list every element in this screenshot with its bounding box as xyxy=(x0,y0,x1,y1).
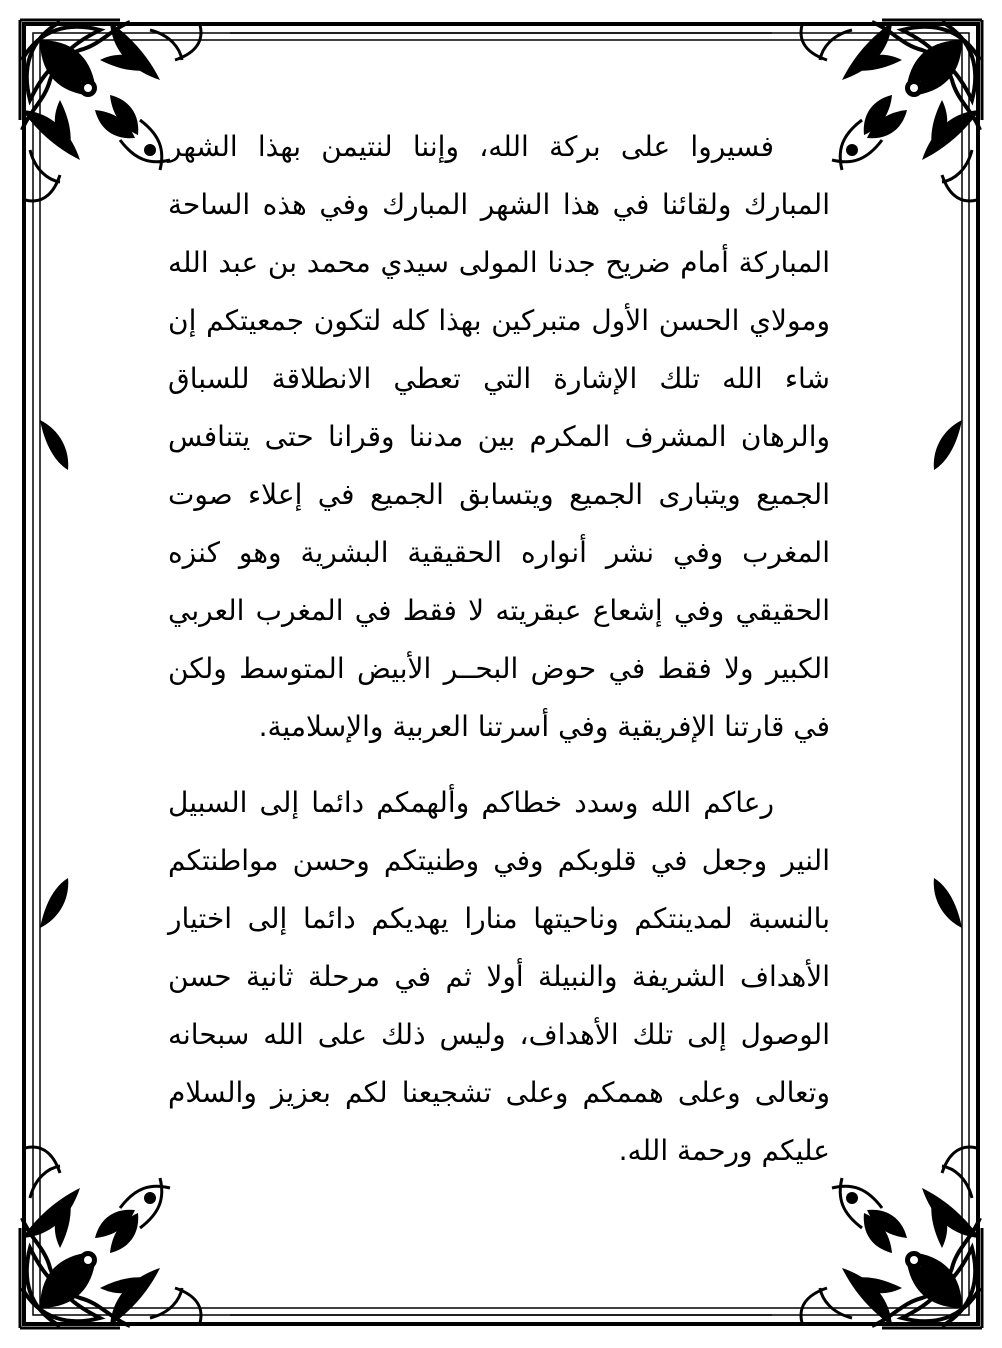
body-text xyxy=(168,118,830,1180)
paragraph-1: فسيروا على بركة الله، وإننا لنتيمن بهذا الشهر المبارك ولقائنا في هذا الشهر المبارك وفي هذه الساحة المباركة أمام ضريح جدنا المولى سيدي محمد بن عبد الله ومولاي الحسن الأول متبركين بهذا كله لتكون جمعيتكم إن شاء الله تلك الإشارة التي تعطي الانطلاقة للسباق والرهان المشرف المكرم بين مدننا وقرانا حتى يتنافس الجميع ويتبارى الجميع ويتسابق الجميع في إعلاء صوت المغرب وفي نشر أنواره الحقيقية البشرية وهو كنزه الحقيقي وفي إشعاع عبقريته لا فقط في المغرب العربي الكبير ولا فقط في حوض البحــر الأبيض المتوسط ولكن في قارتنا الإفريقية وفي أسرتنا العربية والإسلامية. xyxy=(168,130,830,743)
paragraph-2: رعاكم الله وسدد خطاكم وألهمكم دائما إلى السبيل النير وجعل في قلوبكم وفي وطنيتكم وحسن مواطنتكم بالنسبة لمدينتكم وناحيتها منارا يهديكم دائما إلى اختيار الأهداف الشريفة والنبيلة أولا ثم في مرحلة ثانية حسن الوصول إلى تلك الأهداف، وليس ذلك على الله سبحانه وتعالى وعلى هممكم وعلى تشجيعنا لكم بعزيز والسلام عليكم ورحمة الله. xyxy=(168,786,830,1167)
